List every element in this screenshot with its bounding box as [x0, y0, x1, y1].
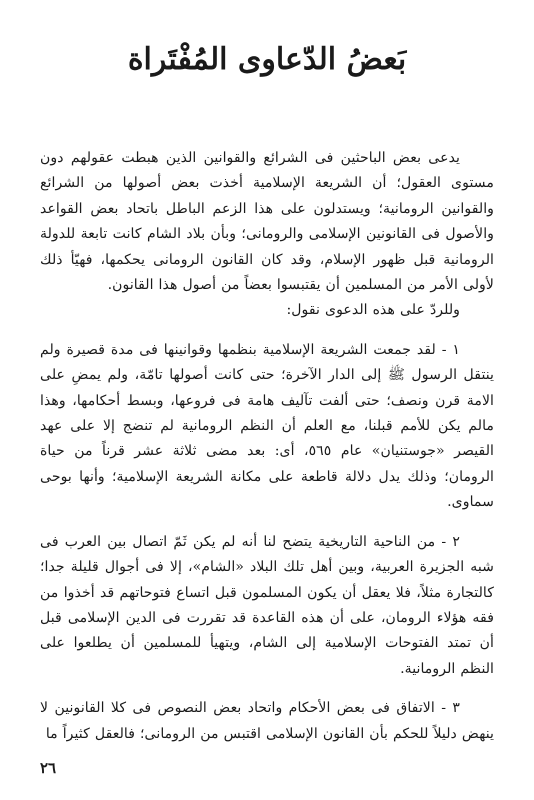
point-one-paragraph: ١ - لقد جمعت الشريعة الإسلامية بنظمها وقوانينها فى مدة قصيرة ولم ينتقل الرسول ﷺ إلى الدار الآخرة؛ حتى كانت أصولها تامّة، ولم يمضِ على الامة قرن ونصف؛ حتى ألفت تآليف هامة فى فروعها، وبسط أحكامها، وهذا مالم يكن للأمم قبلنا، مع العلم أن النظم الرومانية لم تنضج إلا على عهد القيصر «جوستنيان» عام ٥٦٥، أى: بعد مضى ثلاثة عشر قرناً من حياة الرومان؛ وذلك يدل دلالة قاطعة على مكانة الشريعة الإسلامية؛ وأنها بوحى سماوى.	[40, 341, 494, 511]
page-title: بَعضُ الدّعاوى المُفْتَراة	[127, 42, 407, 77]
page-number: ٢٦	[40, 759, 57, 777]
intro-paragraph: يدعى بعض الباحثين فى الشرائع والقوانين الذين هبطت عقولهم دون مستوى العقول؛ أن الشريعة الإسلامية أخذت بعض أصولها من الشرائع والقوانين الرومانية؛ ويستدلون على هذا الزعم الباطل باتحاد بعض القواعد والأصول فى القانونين الإسلامى والرومانى؛ وبأن بلاد الشام كانت تابعة للدولة الرومانية قبل ظهور الإسلام، وقد كان القانون الرومانى يحكمها، فهيّأ ذلك لأولى الأمر من المسلمين أن يقتبسوا بعضاً من أصول هذا القانون.	[40, 150, 494, 294]
point-two-paragraph: ٢ - من الناحية التاريخية يتضح لنا أنه لم يكن ثَمّ اتصال بين العرب فى شبه الجزيرة العربية، وبين أهل تلك البلاد «الشام»، إلا فى أجوال قليلة جدا؛ كالتجارة مثلاً، فلا يعقل أن يكون المسلمون قبل اتساع فتوحاتهم قد أخذوا من فقه هؤلاء الرومان، على أن هذه القاعدة قد تقررت فى الدين الإسلامى قبل أن تمتد الفتوحات الإسلامية إلى الشام، ويتهيأ للمسلمين أن يطلعوا على النظم الرومانية.	[40, 533, 494, 677]
rebuttal-intro: وللردّ على هذه الدعوى نقول:	[286, 302, 460, 319]
point-three-paragraph: ٣ - الاتفاق فى بعض الأحكام واتحاد بعض النصوص فى كلا القانونين لا ينهض دليلاً للحكم بأن القانون الإسلامى اقتبس من الرومانى؛ فالعقل كثيراً ما	[40, 700, 494, 742]
